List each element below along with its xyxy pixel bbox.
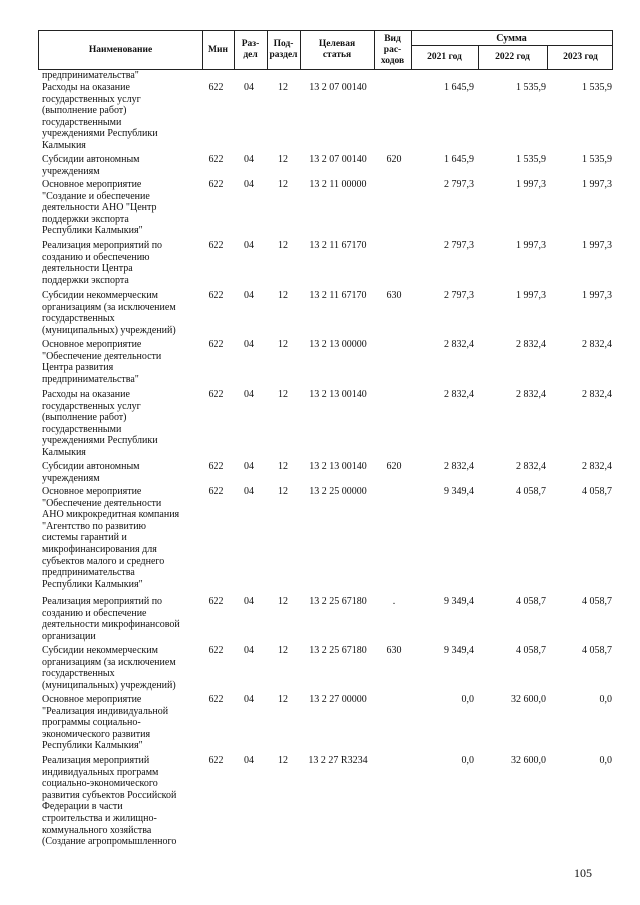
header-sum: Сумма bbox=[496, 32, 527, 44]
row-sum-2021: 9 349,4 bbox=[444, 645, 474, 656]
row-podrazdel: 12 bbox=[278, 461, 288, 472]
row-razdel: 04 bbox=[244, 389, 254, 400]
row-razdel: 04 bbox=[244, 645, 254, 656]
row-sum-2022: 2 832,4 bbox=[516, 339, 546, 350]
row-sum-2021: 2 797,3 bbox=[444, 290, 474, 301]
header-name: Наименование bbox=[88, 44, 153, 55]
row-target-article: 13 2 13 00000 bbox=[309, 339, 367, 350]
row-razdel: 04 bbox=[244, 82, 254, 93]
row-sum-2023: 0,0 bbox=[599, 755, 612, 766]
row-sum-2023: 2 832,4 bbox=[582, 389, 612, 400]
row-ministry: 622 bbox=[208, 82, 224, 93]
row-target-article: 13 2 25 00000 bbox=[309, 486, 367, 497]
row-vid-raskhodov: 620 bbox=[386, 461, 402, 472]
row-razdel: 04 bbox=[244, 339, 254, 350]
row-sum-2023: 1 997,3 bbox=[582, 290, 612, 301]
row-sum-2022: 2 832,4 bbox=[516, 389, 546, 400]
row-target-article: 13 2 07 00140 bbox=[309, 154, 367, 165]
row-sum-2021: 0,0 bbox=[461, 755, 474, 766]
row-sum-2022: 32 600,0 bbox=[511, 694, 546, 705]
row-sum-2022: 32 600,0 bbox=[511, 755, 546, 766]
table-header bbox=[38, 30, 613, 70]
row-sum-2022: 1 997,3 bbox=[516, 179, 546, 190]
row-name: Субсидии некоммерческим организациям (за исключением государственных (муниципальных) учреждений) bbox=[42, 290, 176, 336]
row-sum-2023: 1 997,3 bbox=[582, 179, 612, 190]
row-name: Основное мероприятие "Обеспечение деятельности АНО микрокредитная компания "Агентство по развитию системы гарантий и микрофинансирования для субъектов малого и среднего предпринимательства Республики Калмыкия" bbox=[42, 486, 180, 590]
row-name: Реализация мероприятий индивидуальных программ социально-экономического развития субъектов Российской Федерации в части строительства и жилищно- коммунального хозяйства (Создание агропромышленного bbox=[42, 755, 177, 848]
row-razdel: 04 bbox=[244, 596, 254, 607]
row-name: Основное мероприятие "Обеспечение деятельности Центра развития предпринимательства" bbox=[42, 339, 162, 385]
row-name: предпринимательства" bbox=[42, 70, 139, 81]
row-ministry: 622 bbox=[208, 240, 224, 251]
header-vid-raskhodov: Вид рас- ходов bbox=[380, 33, 405, 66]
row-sum-2021: 0,0 bbox=[461, 694, 474, 705]
row-sum-2023: 2 832,4 bbox=[582, 461, 612, 472]
row-name: Расходы на оказание государственных услуг (выполнение работ) государственными учреждениями Республики Калмыкия bbox=[42, 82, 158, 151]
row-name: Субсидии автономным учреждениям bbox=[42, 461, 140, 484]
row-name: Основное мероприятие "Реализация индивидуальной программы социально- экономического развития Республики Калмыкия" bbox=[42, 694, 169, 752]
row-ministry: 622 bbox=[208, 755, 224, 766]
row-sum-2022: 1 535,9 bbox=[516, 82, 546, 93]
row-target-article: 13 2 07 00140 bbox=[309, 82, 367, 93]
row-sum-2022: 1 997,3 bbox=[516, 290, 546, 301]
row-sum-2021: 9 349,4 bbox=[444, 596, 474, 607]
row-razdel: 04 bbox=[244, 486, 254, 497]
header-year-2021: 2021 год bbox=[427, 52, 462, 62]
header-target-article: Целевая статья bbox=[318, 39, 356, 60]
row-razdel: 04 bbox=[244, 154, 254, 165]
row-ministry: 622 bbox=[208, 389, 224, 400]
row-ministry: 622 bbox=[208, 290, 224, 301]
row-sum-2021: 2 832,4 bbox=[444, 461, 474, 472]
row-ministry: 622 bbox=[208, 179, 224, 190]
row-name: Расходы на оказание государственных услуг (выполнение работ) государственными учреждениями Республики Калмыкия bbox=[42, 389, 158, 458]
header-podrazdel: Под- раздел bbox=[269, 39, 298, 60]
row-sum-2022: 4 058,7 bbox=[516, 645, 546, 656]
row-podrazdel: 12 bbox=[278, 154, 288, 165]
row-vid-raskhodov: . bbox=[392, 596, 396, 607]
row-sum-2023: 1 997,3 bbox=[582, 240, 612, 251]
row-razdel: 04 bbox=[244, 240, 254, 251]
row-sum-2023: 4 058,7 bbox=[582, 645, 612, 656]
row-sum-2022: 1 997,3 bbox=[516, 240, 546, 251]
row-target-article: 13 2 11 67170 bbox=[309, 240, 367, 251]
row-sum-2021: 9 349,4 bbox=[444, 486, 474, 497]
row-razdel: 04 bbox=[244, 179, 254, 190]
row-sum-2022: 1 535,9 bbox=[516, 154, 546, 165]
row-ministry: 622 bbox=[208, 486, 224, 497]
row-razdel: 04 bbox=[244, 290, 254, 301]
row-sum-2023: 4 058,7 bbox=[582, 596, 612, 607]
row-sum-2023: 1 535,9 bbox=[582, 154, 612, 165]
row-podrazdel: 12 bbox=[278, 339, 288, 350]
row-target-article: 13 2 25 67180 bbox=[309, 645, 367, 656]
row-vid-raskhodov: 620 bbox=[386, 154, 402, 165]
row-target-article: 13 2 13 00140 bbox=[309, 389, 367, 400]
header-razdel: Раз- дел bbox=[241, 39, 260, 60]
row-ministry: 622 bbox=[208, 154, 224, 165]
row-podrazdel: 12 bbox=[278, 389, 288, 400]
row-sum-2022: 2 832,4 bbox=[516, 461, 546, 472]
row-ministry: 622 bbox=[208, 694, 224, 705]
row-ministry: 622 bbox=[208, 461, 224, 472]
row-podrazdel: 12 bbox=[278, 486, 288, 497]
row-razdel: 04 bbox=[244, 755, 254, 766]
row-sum-2021: 1 645,9 bbox=[444, 154, 474, 165]
row-podrazdel: 12 bbox=[278, 755, 288, 766]
row-name: Субсидии автономным учреждениям bbox=[42, 154, 140, 177]
row-target-article: 13 2 13 00140 bbox=[309, 461, 367, 472]
row-sum-2022: 4 058,7 bbox=[516, 486, 546, 497]
row-ministry: 622 bbox=[208, 596, 224, 607]
row-podrazdel: 12 bbox=[278, 645, 288, 656]
row-name: Субсидии некоммерческим организациям (за исключением государственных (муниципальных) учреждений) bbox=[42, 645, 176, 691]
row-podrazdel: 12 bbox=[278, 240, 288, 251]
row-sum-2023: 1 535,9 bbox=[582, 82, 612, 93]
row-vid-raskhodov: 630 bbox=[386, 290, 402, 301]
row-target-article: 13 2 25 67180 bbox=[309, 596, 367, 607]
row-sum-2023: 2 832,4 bbox=[582, 339, 612, 350]
row-name: Реализация мероприятий по созданию и обеспечению деятельности Центра поддержки экспорта bbox=[42, 240, 163, 286]
header-year-2023: 2023 год bbox=[563, 52, 598, 62]
row-sum-2022: 4 058,7 bbox=[516, 596, 546, 607]
row-razdel: 04 bbox=[244, 694, 254, 705]
page-number: 105 bbox=[574, 866, 592, 880]
row-sum-2023: 4 058,7 bbox=[582, 486, 612, 497]
row-podrazdel: 12 bbox=[278, 694, 288, 705]
row-sum-2021: 1 645,9 bbox=[444, 82, 474, 93]
row-sum-2021: 2 797,3 bbox=[444, 240, 474, 251]
header-min: Мин bbox=[208, 44, 228, 55]
row-sum-2021: 2 797,3 bbox=[444, 179, 474, 190]
row-podrazdel: 12 bbox=[278, 290, 288, 301]
row-podrazdel: 12 bbox=[278, 179, 288, 190]
row-name: Реализация мероприятий по созданию и обеспечение деятельности микрофинансовой организации bbox=[42, 596, 180, 642]
row-target-article: 13 2 11 67170 bbox=[309, 290, 367, 301]
row-name: Основное мероприятие "Создание и обеспечение деятельности АНО "Центр поддержки экспорта Республики Калмыкия" bbox=[42, 179, 157, 237]
header-year-2022: 2022 год bbox=[495, 52, 530, 62]
row-vid-raskhodov: 630 bbox=[386, 645, 402, 656]
row-podrazdel: 12 bbox=[278, 82, 288, 93]
row-target-article: 13 2 11 00000 bbox=[309, 179, 367, 190]
row-target-article: 13 2 27 00000 bbox=[309, 694, 367, 705]
row-ministry: 622 bbox=[208, 339, 224, 350]
row-sum-2021: 2 832,4 bbox=[444, 339, 474, 350]
row-sum-2023: 0,0 bbox=[599, 694, 612, 705]
row-podrazdel: 12 bbox=[278, 596, 288, 607]
row-sum-2021: 2 832,4 bbox=[444, 389, 474, 400]
row-target-article: 13 2 27 R3234 bbox=[308, 755, 368, 766]
row-razdel: 04 bbox=[244, 461, 254, 472]
row-ministry: 622 bbox=[208, 645, 224, 656]
